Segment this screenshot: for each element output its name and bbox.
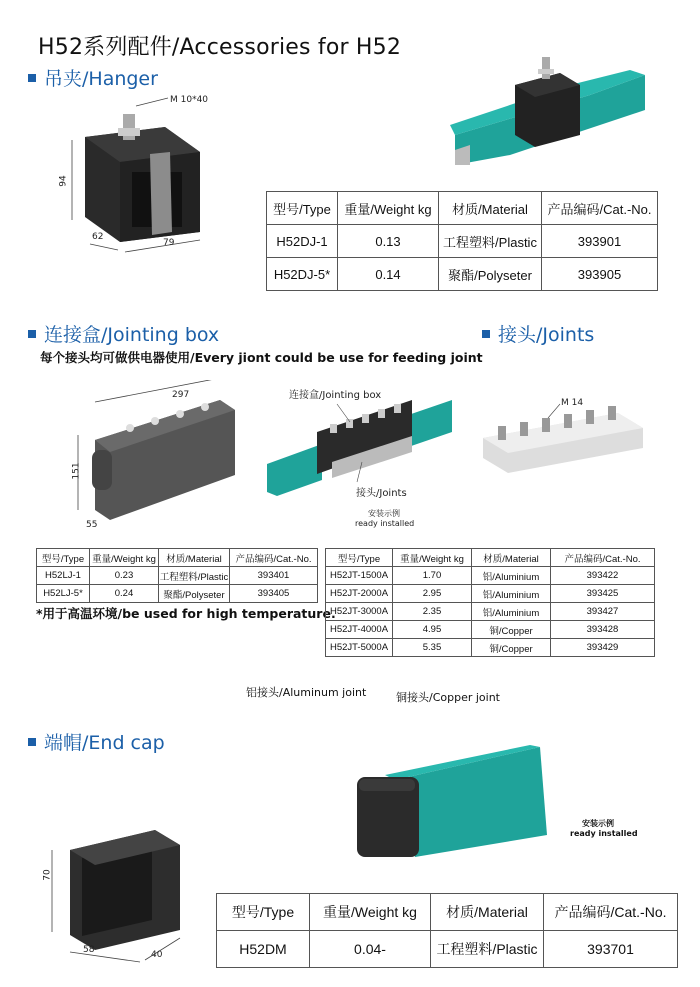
hanger-width-dimension: 79	[163, 238, 175, 248]
section-heading-hanger	[28, 64, 158, 91]
jointing-box-depth-dimension: 55	[86, 520, 98, 530]
table-header-cell: 重量/Weight kg	[393, 549, 472, 567]
joints-table	[325, 548, 655, 657]
end-cap-install-cn: 安装示例	[582, 819, 614, 828]
jointing-box-footnote: *用于高温环境/be used for high temperature.	[36, 606, 336, 621]
section-heading-jointing-box	[28, 320, 219, 347]
hanger-bolt-dimension: M 10*40	[170, 95, 209, 105]
table-header-cell: 型号/Type	[37, 549, 90, 567]
table-header-cell: 产品编码/Cat.-No.	[551, 549, 655, 567]
hanger-dimension-drawing	[50, 92, 230, 262]
jointing-box-height-dimension: 151	[71, 462, 82, 480]
table-row	[267, 225, 658, 258]
joints-heading-label: 接头/Joints	[498, 324, 595, 346]
table-header-row	[267, 192, 658, 225]
table-cell: 393905	[542, 258, 658, 291]
jointing-box-table	[36, 548, 318, 603]
table-header-cell: 材质/Material	[159, 549, 230, 567]
bullet-square-icon	[28, 74, 36, 82]
table-header-cell: 产品编码/Cat.-No.	[230, 549, 318, 567]
table-row	[326, 603, 655, 621]
table-cell: 393405	[230, 585, 318, 603]
table-cell: 工程塑料/Plastic	[431, 931, 544, 968]
section-heading-joints	[482, 320, 594, 347]
end-cap-depth-dimension: 40	[151, 950, 163, 960]
table-cell: 5.35	[393, 639, 472, 657]
end-cap-width-dimension: 58	[83, 945, 95, 955]
table-cell: 2.95	[393, 585, 472, 603]
jointing-box-note: 每个接头均可做供电器使用/Every jiont could be use for feeding joint	[40, 350, 483, 365]
end-cap-heading-label: 端帽/End cap	[44, 732, 165, 754]
table-row	[326, 585, 655, 603]
table-row	[37, 567, 318, 585]
hanger-installed-image	[450, 55, 650, 165]
table-header-cell: 型号/Type	[326, 549, 393, 567]
end-cap-dimension-drawing	[40, 820, 200, 970]
table-cell: 393901	[542, 225, 658, 258]
table-cell: 393701	[544, 931, 678, 968]
page-title: H52系列配件/Accessories for H52	[38, 35, 402, 60]
hanger-depth-dimension: 62	[92, 232, 104, 242]
hanger-table	[266, 191, 658, 291]
table-cell: 工程塑料/Plastic	[159, 567, 230, 585]
table-header-cell: 产品编码/Cat.-No.	[544, 894, 678, 931]
table-cell: H52LJ-5*	[37, 585, 90, 603]
table-cell: 0.23	[90, 567, 159, 585]
table-cell: 0.24	[90, 585, 159, 603]
table-row	[267, 258, 658, 291]
hanger-heading-label: 吊夹/Hanger	[44, 68, 158, 90]
table-cell: 铝/Aluminium	[472, 603, 551, 621]
bullet-square-icon	[482, 330, 490, 338]
joints-bolt-dimension: M 14	[561, 398, 584, 408]
table-cell: 4.95	[393, 621, 472, 639]
table-cell: H52JT-5000A	[326, 639, 393, 657]
table-cell: H52DJ-5*	[267, 258, 338, 291]
joints-image	[478, 398, 648, 478]
table-row	[326, 621, 655, 639]
table-header-cell: 型号/Type	[267, 192, 338, 225]
table-header-cell: 材质/Material	[439, 192, 542, 225]
table-cell: 1.70	[393, 567, 472, 585]
table-cell: 0.14	[338, 258, 439, 291]
bullet-square-icon	[28, 738, 36, 746]
table-cell: 393427	[551, 603, 655, 621]
table-header-cell: 材质/Material	[431, 894, 544, 931]
table-cell: 铝/Aluminium	[472, 585, 551, 603]
table-header-cell: 重量/Weight kg	[310, 894, 431, 931]
table-cell: 2.35	[393, 603, 472, 621]
table-header-row	[326, 549, 655, 567]
end-cap-installed-image	[355, 745, 555, 865]
table-cell: 0.13	[338, 225, 439, 258]
table-cell: 393422	[551, 567, 655, 585]
table-cell: H52JT-4000A	[326, 621, 393, 639]
table-cell: H52LJ-1	[37, 567, 90, 585]
jointing-box-heading-label: 连接盒/Jointing box	[44, 324, 220, 346]
table-cell: 393425	[551, 585, 655, 603]
section-heading-end-cap	[28, 728, 165, 755]
copper-joint-label: 铜接头/Copper joint	[396, 691, 500, 704]
table-cell: 铜/Copper	[472, 621, 551, 639]
table-header-cell: 型号/Type	[217, 894, 310, 931]
table-header-cell: 重量/Weight kg	[338, 192, 439, 225]
hanger-height-dimension: 94	[58, 175, 69, 187]
bullet-square-icon	[28, 330, 36, 338]
table-cell: 聚酯/Polyseter	[439, 258, 542, 291]
table-cell: H52JT-3000A	[326, 603, 393, 621]
table-header-cell: 产品编码/Cat.-No.	[542, 192, 658, 225]
table-cell: 393428	[551, 621, 655, 639]
table-header-cell: 材质/Material	[472, 549, 551, 567]
table-header-cell: 重量/Weight kg	[90, 549, 159, 567]
jointing-box-callout: 连接盒/Jointing box	[289, 390, 382, 401]
table-cell: 393429	[551, 639, 655, 657]
table-row	[37, 585, 318, 603]
table-cell: H52DJ-1	[267, 225, 338, 258]
table-header-row	[217, 894, 678, 931]
table-cell: 铜/Copper	[472, 639, 551, 657]
jointing-box-dimension-drawing	[70, 380, 250, 530]
jointing-install-en: ready installed	[355, 519, 415, 528]
table-cell: 聚酯/Polyseter	[159, 585, 230, 603]
table-row	[217, 931, 678, 968]
joints-callout: 接头/Joints	[356, 488, 407, 499]
table-cell: 工程塑料/Plastic	[439, 225, 542, 258]
jointing-box-length-dimension: 297	[172, 390, 190, 400]
table-cell: 0.04-	[310, 931, 431, 968]
table-row	[326, 639, 655, 657]
table-header-row	[37, 549, 318, 567]
table-cell: H52JT-1500A	[326, 567, 393, 585]
jointing-install-cn: 安装示例	[368, 509, 400, 518]
table-cell: 393401	[230, 567, 318, 585]
table-cell: 铝/Aluminium	[472, 567, 551, 585]
table-cell: H52DM	[217, 931, 310, 968]
end-cap-table	[216, 893, 678, 968]
table-cell: H52JT-2000A	[326, 585, 393, 603]
table-row	[326, 567, 655, 585]
end-cap-height-dimension: 70	[42, 869, 53, 881]
end-cap-install-en: ready installed	[570, 829, 638, 838]
aluminum-joint-label: 铝接头/Aluminum joint	[246, 686, 367, 699]
